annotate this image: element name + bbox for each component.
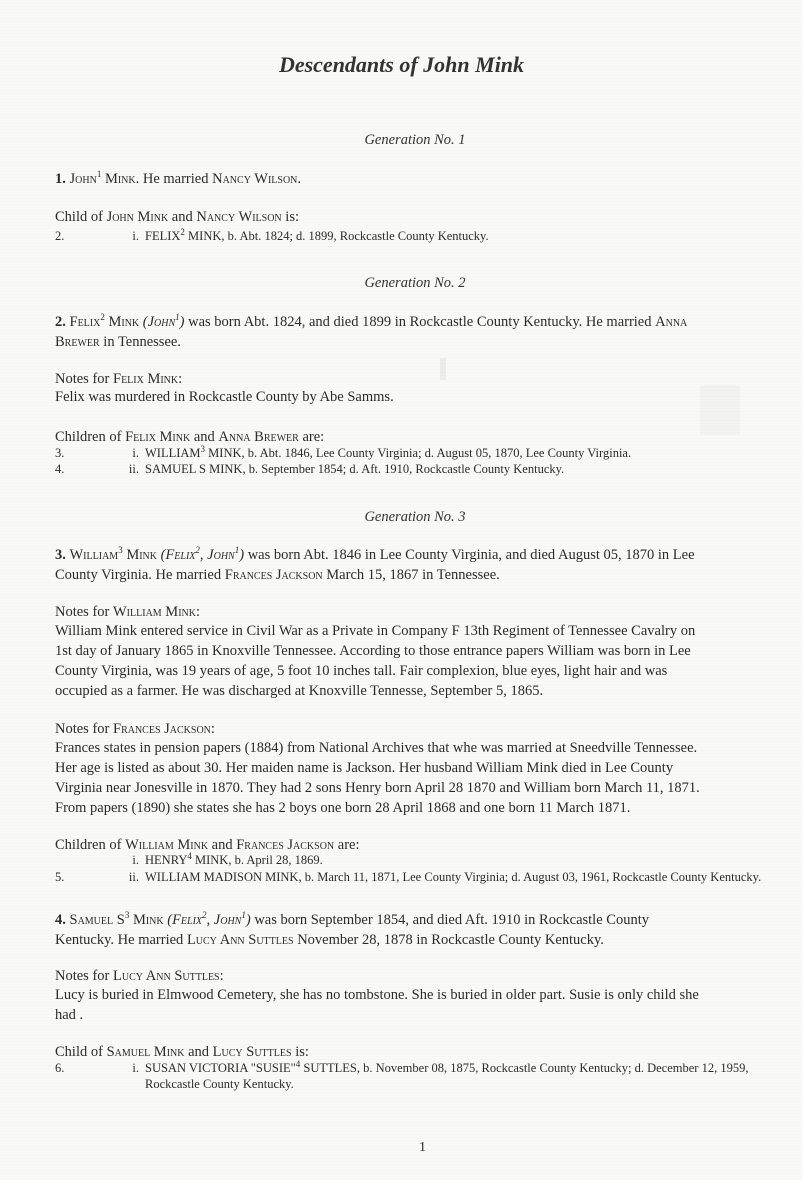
notes-label	[55, 603, 200, 622]
document-title: Descendants of John Mink	[278, 52, 525, 77]
spouse-name: Frances Jackson	[224, 567, 323, 583]
entry-text: .	[297, 171, 302, 187]
entry-3-header	[55, 545, 775, 585]
entry-text: was born Abt. 1824, and died 1899 in Rockcastle County Kentucky. He married	[184, 314, 656, 330]
notes-line: 1st day of January 1865 in Knoxville Tennessee. According to those entrance papers William was born in Lee	[55, 643, 691, 659]
notes-label	[55, 967, 224, 986]
person-name: John	[69, 171, 97, 187]
notes-text: Notes for	[55, 604, 113, 620]
entry-1-header	[55, 170, 301, 189]
spouse-name: Anna	[655, 314, 688, 330]
child-roman: i.	[132, 229, 139, 243]
entry-text: November 28, 1878 in Rockcastle County Kentucky.	[293, 932, 604, 948]
notes-line: County Virginia, was 19 years of age, 5 foot 10 inches tall. Fair complexion, blue eyes, light hair and was	[55, 663, 668, 679]
parent-name: Lucy Suttles	[212, 1044, 292, 1060]
child-name: SAMUEL S MINK	[145, 462, 243, 476]
parent-name: Samuel Mink	[106, 1044, 185, 1060]
notes-line: Lucy is buried in Elmwood Cemetery, she has no tombstone. She is buried in older part. Susie is only child she	[55, 987, 699, 1003]
child-name: WILLIAM MADISON MINK	[145, 870, 299, 884]
child-row	[55, 445, 775, 461]
child-text	[145, 461, 775, 477]
notes-line: Frances states in pension papers (1884) from National Archives that whe was married at Sneedville Tennessee.	[55, 740, 698, 756]
heading-text: are:	[334, 837, 360, 853]
person-name: Felix	[69, 314, 101, 330]
generation-superscript: 1	[96, 169, 102, 180]
spouse-surname: Brewer	[55, 334, 100, 350]
child-number: 4.	[55, 462, 65, 476]
notes-body: Felix was murdered in Rockcastle County by Abe Samms.	[55, 389, 394, 405]
child-row	[55, 461, 775, 477]
entry-2-header	[55, 312, 775, 352]
entry-text: was born September 1854, and died Aft. 1910 in Rockcastle County	[250, 912, 649, 928]
child-roman: i.	[132, 446, 139, 460]
lineage-text: , John	[199, 547, 235, 563]
person-surname: Mink	[108, 314, 140, 330]
child-details: , b. November 08, 1875, Rockcastle County Kentucky; d. December 12, 1959, Rockcastle County Kentucky.	[145, 1061, 749, 1091]
child-number: 3.	[55, 446, 65, 460]
heading-text: Child of	[55, 209, 107, 225]
child-row	[55, 1060, 775, 1092]
lineage	[143, 314, 185, 330]
generation-superscript: 3	[118, 545, 123, 556]
entry-number: 4.	[55, 912, 66, 928]
heading-text: and	[208, 837, 237, 853]
generation-superscript: 2	[100, 312, 105, 323]
child-row	[55, 852, 775, 868]
generation-superscript: 3	[124, 910, 130, 921]
notes-person: Lucy Ann Suttles	[113, 968, 220, 984]
spouse-name: Lucy Ann Suttles	[186, 932, 294, 948]
child-details: , b. March 11, 1871, Lee County Virginia; d. August 03, 1961, Rockcastle County Kentucky.	[298, 870, 762, 884]
heading-text: Child of	[55, 1044, 107, 1060]
entry-text: March 15, 1867 in Tennessee.	[322, 567, 500, 583]
entry-text: County Virginia. He married	[55, 567, 225, 583]
notes-text: Notes for	[55, 721, 113, 737]
child-roman: i.	[132, 853, 139, 867]
parent-name: Felix Mink	[125, 429, 191, 445]
generation-superscript: 2	[202, 910, 207, 921]
heading-text: and	[190, 429, 219, 445]
child-text	[145, 852, 775, 868]
heading-text: is:	[291, 1044, 309, 1060]
heading-text: and	[184, 1044, 213, 1060]
generation-superscript: 2	[195, 545, 200, 556]
person-name: Samuel S	[69, 912, 125, 928]
child-details: , b. Abt. 1824; d. 1899, Rockcastle County Kentucky.	[221, 229, 489, 243]
notes-label	[55, 720, 215, 739]
child-surname: MINK	[191, 853, 229, 867]
notes-person: William Mink	[113, 604, 196, 620]
entry-number: 3.	[55, 547, 66, 563]
child-row	[55, 228, 775, 244]
person-surname: Mink	[104, 171, 136, 187]
child-text	[145, 228, 775, 244]
child-details: , b. Abt. 1846, Lee County Virginia; d. August 05, 1870, Lee County Virginia.	[241, 446, 632, 460]
child-number: 2.	[55, 229, 65, 243]
child-roman: i.	[132, 1061, 139, 1075]
page-number: 1	[419, 1140, 426, 1155]
notes-person: Felix Mink	[113, 371, 179, 387]
generation-heading: Generation No. 2	[364, 275, 466, 291]
parent-name: Nancy Wilson	[196, 209, 282, 225]
lineage-text: )	[245, 912, 251, 928]
generation-superscript: 1	[234, 545, 240, 556]
lineage-text: , John	[206, 912, 242, 928]
notes-line: Her age is listed as about 30. Her maiden name is Jackson. Her husband William Mink died in Lee County	[55, 760, 674, 776]
notes-text: :	[178, 371, 183, 387]
child-roman: ii.	[128, 870, 139, 884]
child-name: FELIX	[145, 229, 181, 243]
child-surname: SUTTLES	[300, 1061, 357, 1075]
lineage-text: (John	[142, 314, 176, 330]
entry-4-header	[55, 910, 775, 950]
entry-text: was born Abt. 1846 in Lee County Virginia, and died August 05, 1870 in Lee	[244, 547, 695, 563]
generation-superscript: 1	[175, 312, 180, 323]
generation-superscript: 4	[187, 850, 192, 861]
scan-artifact	[700, 385, 740, 435]
notes-text: :	[219, 968, 224, 984]
notes-person: Frances Jackson	[113, 721, 211, 737]
notes-line: Virginia near Jonesville in 1870. They had 2 sons Henry born April 28 1870 and William born March 11, 1871.	[55, 780, 700, 796]
notes-label	[55, 370, 182, 389]
child-number: 6.	[55, 1061, 65, 1075]
heading-text: Children of	[55, 429, 126, 445]
scan-artifact	[440, 358, 446, 380]
person-name: William	[69, 547, 119, 563]
child-number: 5.	[55, 870, 65, 884]
child-details: , b. April 28, 1869.	[228, 853, 323, 867]
heading-text: is:	[281, 209, 299, 225]
parent-name: John Mink	[106, 209, 169, 225]
entry-text: Kentucky. He married	[55, 932, 187, 948]
generation-heading: Generation No. 1	[364, 132, 466, 148]
lineage-text: )	[239, 547, 245, 563]
lineage	[167, 912, 250, 928]
parent-name: Anna Brewer	[218, 429, 299, 445]
notes-text: Notes for	[55, 371, 113, 387]
generation-superscript: 2	[180, 226, 185, 237]
entry-number: 2.	[55, 314, 66, 330]
notes-line: From papers (1890) she states she has 2 boys one born 28 April 1868 and one born 11 March 1871.	[55, 800, 631, 816]
notes-line: occupied as a farmer. He was discharged at Knoxville Tennesse, September 5, 1865.	[55, 683, 544, 699]
notes-text: Notes for	[55, 968, 113, 984]
lineage-text: (Felix	[167, 912, 203, 928]
child-details: , b. September 1854; d. Aft. 1910, Rockcastle County Kentucky.	[242, 462, 565, 476]
entry-text: . He married	[135, 171, 213, 187]
entry-number: 1.	[55, 171, 66, 187]
lineage-text: )	[179, 314, 185, 330]
heading-text: are:	[298, 429, 325, 445]
generation-superscript: 1	[241, 910, 246, 921]
child-surname: MINK	[205, 446, 242, 460]
person-surname: Mink	[132, 912, 164, 928]
entry-text: in Tennessee.	[99, 334, 181, 350]
generation-superscript: 4	[295, 1058, 301, 1069]
child-name: HENRY	[145, 853, 188, 867]
generation-superscript: 3	[200, 443, 206, 454]
lineage	[161, 547, 244, 563]
heading-text: and	[168, 209, 197, 225]
child-name: SUSAN VICTORIA "SUSIE"	[145, 1061, 296, 1075]
person-surname: Mink	[126, 547, 157, 563]
child-text	[145, 445, 775, 461]
notes-text: :	[195, 604, 200, 620]
children-heading	[55, 208, 299, 227]
notes-line: had .	[55, 1007, 84, 1023]
parent-name: Frances Jackson	[236, 837, 335, 853]
child-row	[55, 869, 775, 901]
child-text	[145, 1060, 775, 1092]
heading-text: Children of	[55, 837, 126, 853]
notes-line: William Mink entered service in Civil War as a Private in Company F 13th Regiment of Tennessee Cavalry on	[55, 623, 696, 639]
child-text	[145, 869, 775, 885]
lineage-text: (Felix	[160, 547, 196, 563]
child-surname: MINK	[184, 229, 222, 243]
spouse-name: Nancy Wilson	[212, 171, 298, 187]
notes-text: :	[210, 721, 215, 737]
parent-name: William Mink	[125, 837, 209, 853]
generation-heading: Generation No. 3	[364, 509, 466, 525]
child-name: WILLIAM	[145, 446, 201, 460]
child-roman: ii.	[128, 462, 139, 476]
